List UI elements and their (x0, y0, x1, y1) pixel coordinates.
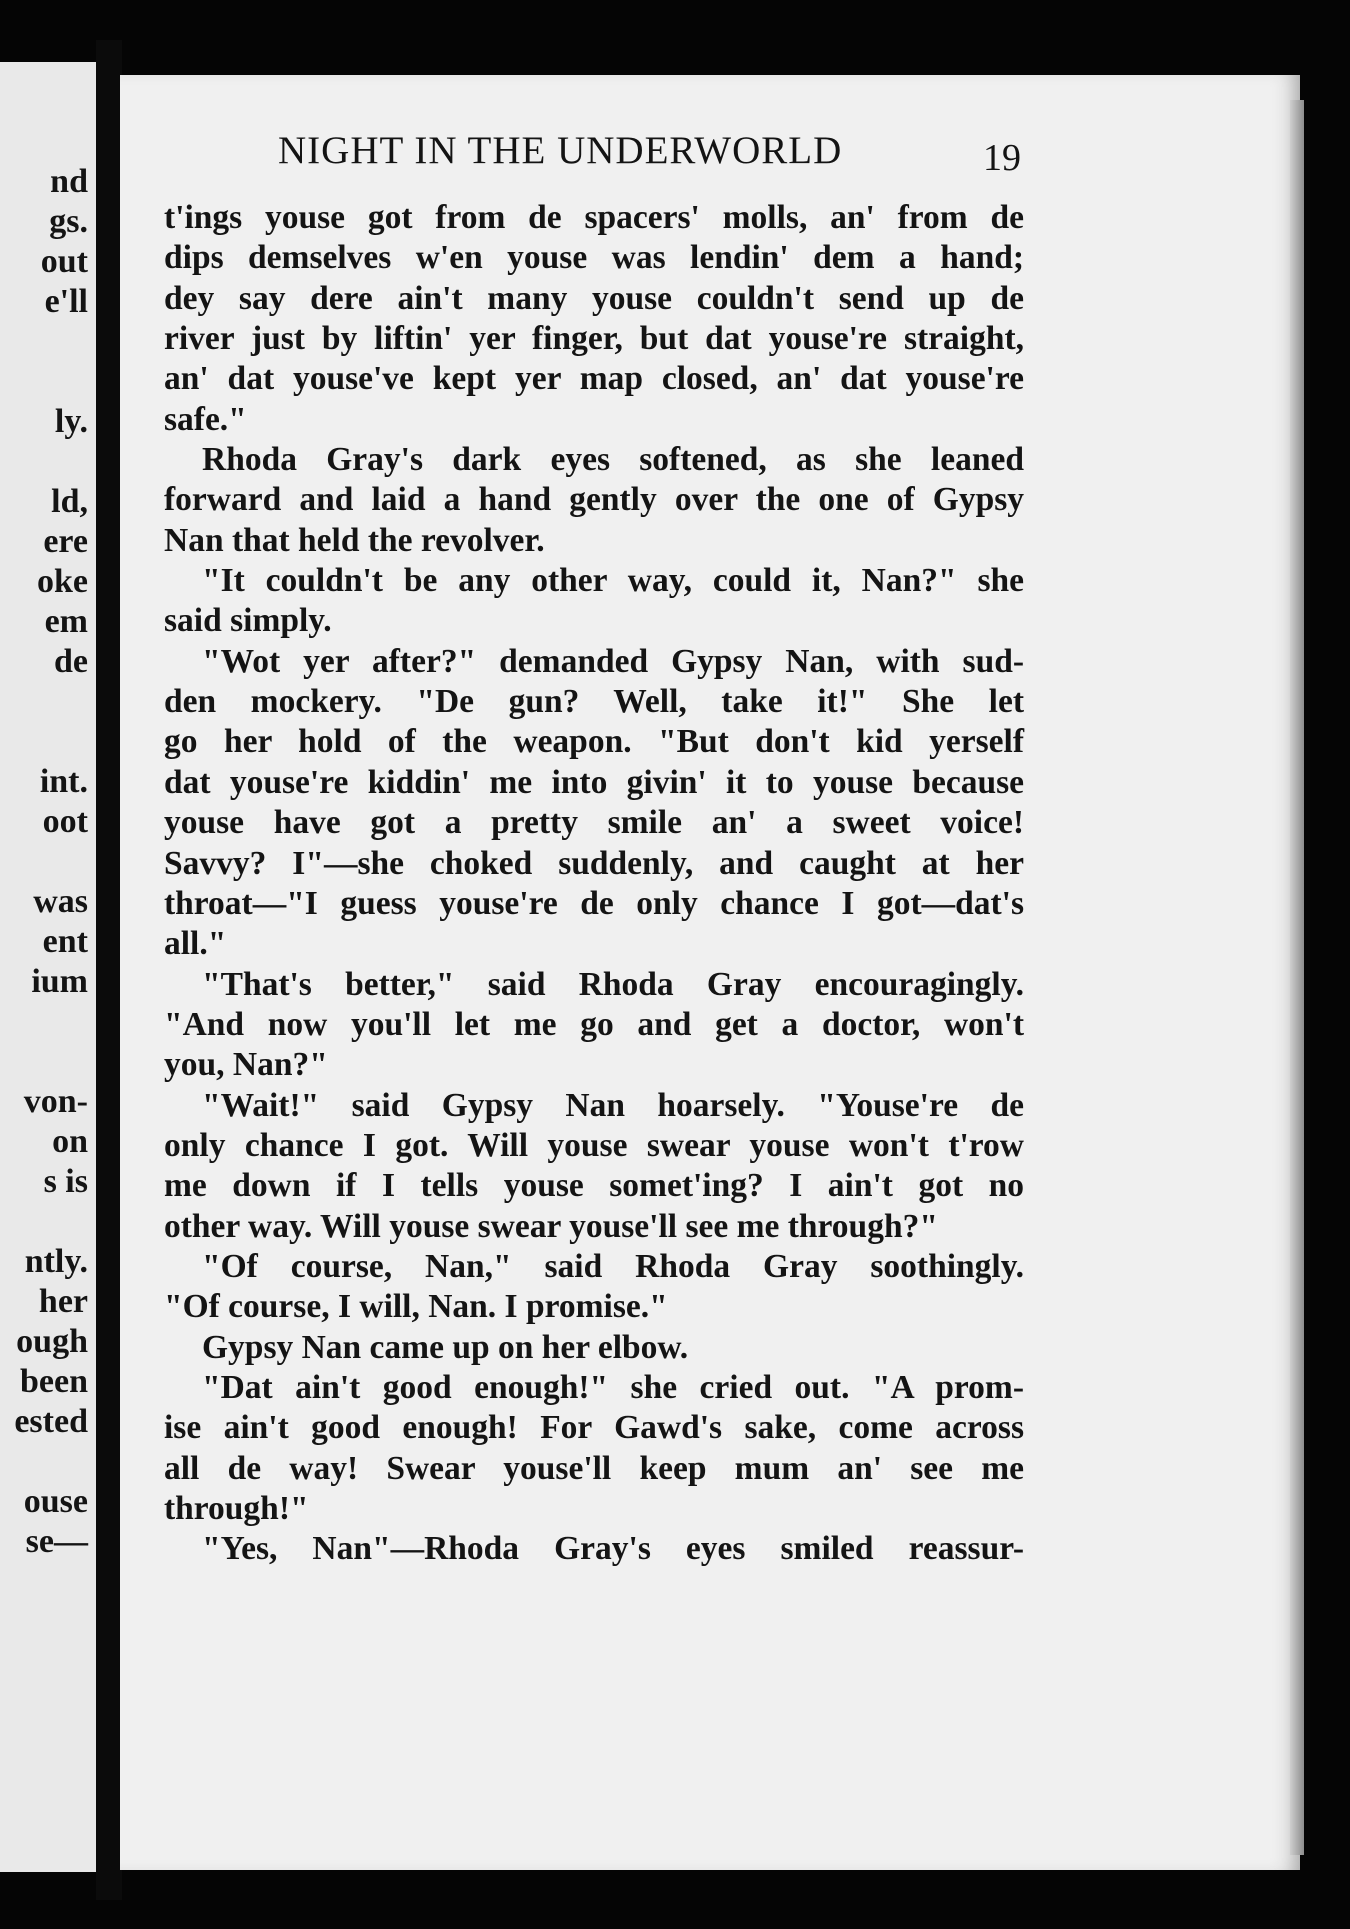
text-line: you, Nan?" (164, 1046, 328, 1084)
book-gutter (96, 40, 122, 1900)
text-line: river just by liftin' yer finger, but dat youse're straight, (164, 320, 1024, 358)
text-line: "And now you'll let me go and get a doctor, won't (164, 1005, 1024, 1043)
text-line: an' dat youse've kept yer map closed, an' dat youse're (164, 360, 1024, 398)
page-number: 19 (983, 137, 1021, 179)
text-line: "Of course, Nan," said Rhoda Gray soothingly. (202, 1247, 1024, 1285)
left-page-fragment: ested (14, 1403, 88, 1440)
text-line: throat—"I guess youse're de only chance I got—dat's (164, 884, 1024, 922)
text-line: said simply. (164, 602, 332, 640)
text-line: dat youse're kiddin' me into givin' it to youse because (164, 763, 1024, 801)
text-line: Nan that held the revolver. (164, 521, 545, 559)
text-line: other way. Will youse swear youse'll see me through?" (164, 1207, 938, 1245)
left-page-fragment: ent (42, 923, 88, 960)
text-line: dips demselves w'en youse was lendin' dem a hand; (164, 239, 1024, 277)
text-line: "Yes, Nan"—Rhoda Gray's eyes smiled reassur- (202, 1530, 1024, 1568)
left-page-fragment: been (20, 1363, 88, 1400)
left-page-fragment: ld, (51, 483, 88, 520)
left-page-edge (0, 62, 96, 1872)
text-line: forward and laid a hand gently over the one of Gypsy (164, 481, 1024, 519)
left-page-fragment: ere (43, 523, 88, 560)
text-line: Rhoda Gray's dark eyes softened, as she leaned (202, 441, 1024, 479)
text-line: "Wait!" said Gypsy Nan hoarsely. "Youse're de (202, 1086, 1024, 1124)
running-head: NIGHT IN THE UNDERWORLD (278, 129, 843, 172)
text-line: through!" (164, 1490, 309, 1527)
left-page-fragment: ium (31, 963, 88, 1000)
text-line: dey say dere ain't many youse couldn't send up de (164, 279, 1024, 317)
left-page-fragment: nd (50, 163, 88, 200)
body-text (164, 198, 1024, 1570)
text-line: go her hold of the weapon. "But don't kid yerself (164, 723, 1024, 761)
text-line: den mockery. "De gun? Well, take it!" She let (164, 683, 1024, 721)
left-page-fragment: gs. (49, 203, 88, 240)
left-page-fragment: e'll (44, 283, 88, 320)
text-line: Savvy? I"—she choked suddenly, and caught at her (164, 844, 1024, 882)
left-page-fragment: se— (25, 1523, 88, 1560)
text-line: youse have got a pretty smile an' a sweet voice! (164, 804, 1024, 842)
text-line: Gypsy Nan came up on her elbow. (202, 1328, 689, 1366)
page-edge-shadow (1290, 100, 1304, 1855)
text-line: "That's better," said Rhoda Gray encouragingly. (202, 965, 1024, 1003)
text-line: all." (164, 925, 227, 963)
text-line: t'ings youse got from de spacers' molls, an' from de (164, 199, 1024, 236)
text-line: "Dat ain't good enough!" she cried out. "A prom- (202, 1368, 1024, 1406)
left-page-fragment: ouse (23, 1483, 88, 1520)
text-line: safe." (164, 400, 247, 438)
left-page-fragment: on (52, 1123, 88, 1160)
left-page-fragment: oke (37, 563, 88, 600)
text-line: "Wot yer after?" demanded Gypsy Nan, with sud- (202, 642, 1024, 680)
left-page-fragment: em (44, 603, 88, 640)
left-page-fragment: oot (42, 803, 88, 840)
text-line: "It couldn't be any other way, could it, Nan?" she (202, 562, 1024, 600)
left-page-fragment: von- (23, 1083, 88, 1120)
text-line: all de way! Swear youse'll keep mum an' see me (164, 1449, 1024, 1487)
text-line: me down if I tells youse somet'ing? I ain't got no (164, 1167, 1024, 1205)
text-line: only chance I got. Will youse swear youse won't t'row (164, 1126, 1024, 1164)
text-line: "Of course, I will, Nan. I promise." (164, 1288, 668, 1326)
left-page-fragment: out (40, 243, 88, 280)
left-page-fragment: ough (16, 1323, 88, 1360)
left-page-fragment: her (38, 1283, 88, 1320)
left-page-fragment: de (54, 643, 88, 680)
left-page-fragment: ntly. (24, 1243, 88, 1280)
left-page-fragment: was (33, 883, 88, 920)
left-page-fragment: s is (43, 1163, 88, 1200)
text-line: ise ain't good enough! For Gawd's sake, come across (164, 1409, 1024, 1447)
left-page-fragment: int. (39, 763, 88, 800)
left-page-fragment: ly. (54, 403, 88, 440)
